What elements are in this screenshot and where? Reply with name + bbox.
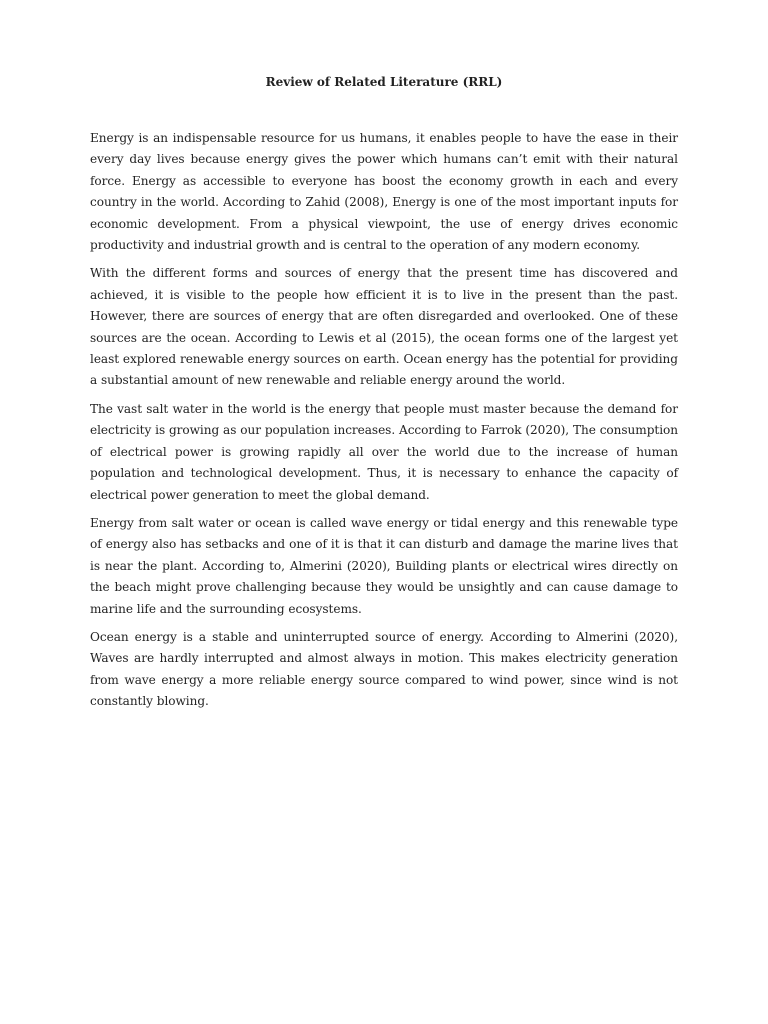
document-title: Review of Related Literature (RRL) — [265, 75, 503, 89]
document-body — [90, 128, 678, 720]
paragraph-5: Ocean energy is a stable and uninterrupted source of energy. According to Almerini (2020), Waves are hardly interrupted and almost always in motion. This makes electricity generation from wave energy a more reliable energy source compared to wind power, since wind is not constantly blowing. — [90, 629, 678, 709]
paragraph-4: Energy from salt water or ocean is called wave energy or tidal energy and this renewable type of energy also has setbacks and one of it is that it can disturb and damage the marine lives that is near the plant. According to, Almerini (2020), Building plants or electrical wires directly on the beach might prove challenging because they would be unsightly and can cause damage to marine life and the surrounding ecosystems. — [90, 515, 678, 616]
paragraph-2: With the different forms and sources of energy that the present time has discovered and achieved, it is visible to the people how efficient it is to live in the present than the past. However, there are sources of energy that are often disregarded and overlooked. One of these sources are the ocean. According to Lewis et al (2015), the ocean forms one of the largest yet least explored renewable energy sources on earth. Ocean energy has the potential for providing a substantial amount of new renewable and reliable energy around the world. — [90, 266, 678, 388]
paragraph-1: Energy is an indispensable resource for us humans, it enables people to have the ease in their every day lives because energy gives the power which humans can’t emit with their natural force. Energy as accessible to everyone has boost the economy growth in each and every country in the world. According to Zahid (2008), Energy is one of the most important inputs for economic development. From a physical viewpoint, the use of energy drives economic productivity and industrial growth and is central to the operation of any modern economy. — [90, 131, 678, 253]
paragraph-3: The vast salt water in the world is the energy that people must master because the demand for electricity is growing as our population increases. According to Farrok (2020), The consumption of electrical power is growing rapidly all over the world due to the increase of human population and technological development. Thus, it is necessary to enhance the capacity of electrical power generation to meet the global demand. — [90, 401, 678, 502]
